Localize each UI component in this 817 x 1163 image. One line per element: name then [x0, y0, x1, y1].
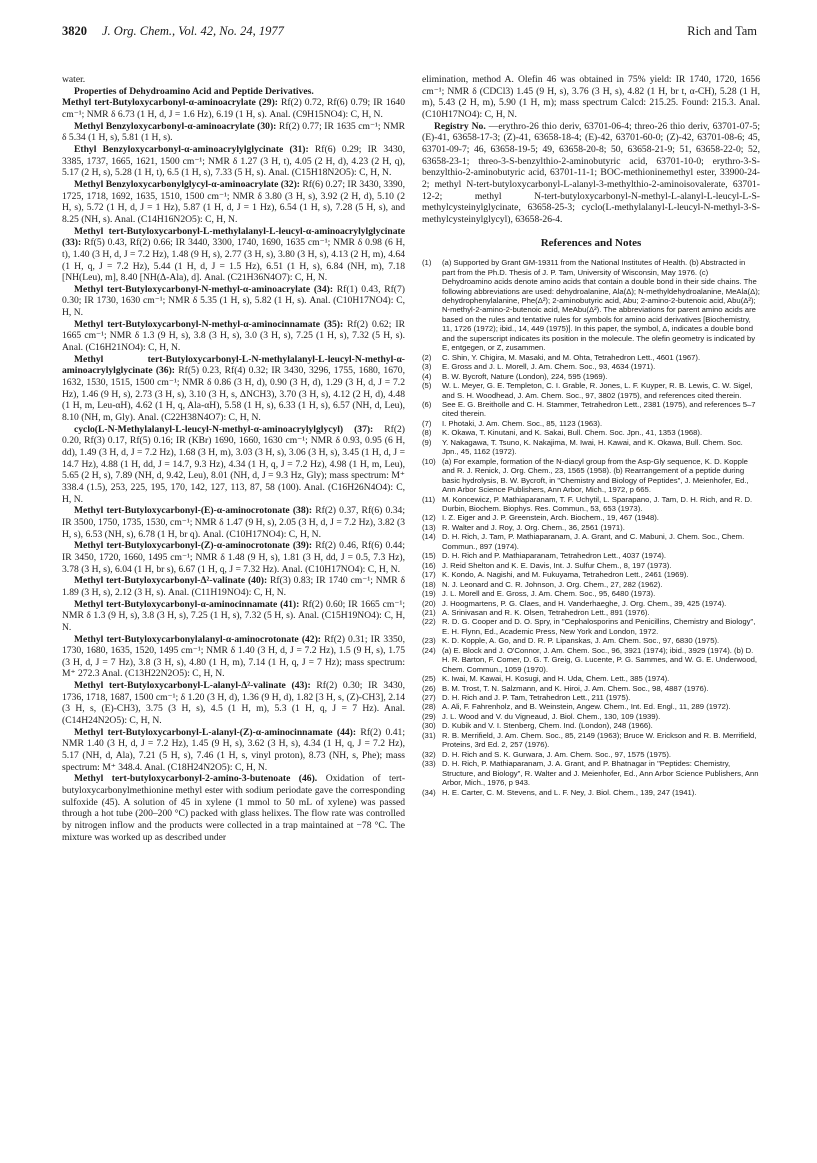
- reference-text: R. D. G. Cooper and D. O. Spry, in "Cephalosporins and Penicillins, Chemistry and Biology", E. H. Flynn, Ed., Academic Press, New York and London, 1972.: [442, 617, 756, 636]
- paragraph-text: Rf(3) 0.83; IR 1740 cm⁻¹; NMR δ 1.89 (3 H, s), 2.12 (3 H, s). Anal. (C11H19NO4): C, H, N.: [62, 575, 405, 598]
- compound-title: Methyl tert-Butyloxycarbonyl-L-alanyl-(Z)-α-aminocinnamate (44):: [74, 726, 357, 738]
- reference-number: (34): [422, 787, 436, 797]
- reference-text: D. H. Rich, P. Mathiaparanam, J. A. Grant, and P. Bhatnagar in "Peptides: Chemistry, Structure, and Biology", R. Walter and J. Meienhofer, Ed., Ann Arbor Science Publishers, Ann Arbor, Mich., 1976, p 943.: [442, 759, 759, 788]
- reference-text: Y. Nakagawa, T. Tsuno, K. Nakajima, M. Iwai, H. Kawai, and K. Okawa, Bull. Chem. Soc. Jpn., 45, 1162 (1972).: [442, 437, 743, 457]
- paragraph-text: Rf(2) 0.46, Rf(6) 0.44; IR 3450, 1720, 1660, 1495 cm⁻¹; NMR δ 1.48 (9 H, s), 1.81 (3 H, dd, J = 0.5, 7.3 Hz), 3.78 (3 H, s), 6.04 (1 H, br s), 6.67 (1 H, q, J = 7.32 Hz). Anal. (C10H17NO4): C, H, N.: [62, 540, 405, 575]
- reference-text: C. Shin, Y. Chigira, M. Masaki, and M. Ohta, Tetrahedron Lett., 4601 (1967).: [442, 352, 701, 362]
- reference-number: (21): [422, 607, 436, 617]
- reference-item: [422, 258, 760, 353]
- compound-title: Methyl tert-Butyloxycarbonylalanyl-α-aminocrotonate (42):: [74, 633, 321, 645]
- paragraph: [62, 575, 405, 598]
- paragraph-text: Oxidation of tert-butyloxycarbonylmethionine methyl ester with sodium periodate gave the corresponding sulfoxide (45). A solution of 45 in xylene (1 mmol to 50 mL of xylene) was passed through a hot tube (200–200 °C) packed with glass helixes. The flow rate was controlled by nitrogen inflow and the products were collected in a trap maintained at −78 °C. The mixture was worked up as described under: [62, 773, 406, 843]
- reference-text: B. M. Trost, T. N. Salzmann, and K. Hiroi, J. Am. Chem. Soc., 98, 4887 (1976).: [442, 683, 709, 693]
- reference-item: [422, 580, 760, 589]
- paragraph: [62, 319, 405, 354]
- reference-item: [422, 617, 760, 636]
- paragraph: [62, 354, 405, 424]
- compound-title: Methyl tert-Butyloxycarbonyl-(E)-α-aminocrotonate (38):: [74, 505, 313, 517]
- reference-item: [422, 419, 760, 428]
- paragraph-text: Rf(6) 0.29; IR 3430, 3385, 1737, 1665, 1621, 1500 cm⁻¹; NMR δ 1.27 (3 H, t), 4.05 (2 H, d), 4.23 (2 H, q), 5.17 (2 H, s), 5.28 (1 H, t), 6.5 (1 H, s), 7.33 (5 H, s). Anal. (C15H18N2O5): C, H, N.: [62, 143, 405, 179]
- reference-item: [422, 646, 760, 674]
- paragraph-text: elimination, method A. Olefin 46 was obtained in 75% yield: IR 1740, 1720, 1656 cm⁻¹; NMR δ (CDCl3) 1.45 (9 H, s), 3.76 (3 H, s), 4.82 (1 H, br t, α-CH), 5.28 (1 H, m), 5.43 (2 H, m), 5.90 (1 H, m); mass spectrum Calcd: 215.25. Found: 215.3. Anal. (C10H17NO4): C, H, N.: [422, 74, 760, 120]
- journal-citation: J. Org. Chem., Vol. 42, No. 24, 1977: [102, 24, 284, 38]
- reference-item: [422, 684, 760, 693]
- paragraph: [422, 74, 760, 121]
- paragraph: [62, 540, 405, 575]
- paragraph: [62, 680, 405, 727]
- compound-title: Ethyl Benzyloxycarbonyl-α-aminoacrylylglycinate (31):: [74, 143, 309, 155]
- reference-item: [422, 513, 760, 522]
- paragraph-text: Rf(2) 0.72, Rf(6) 0.79; IR 1640 cm⁻¹; NMR δ 6.73 (1 H, d, J = 1.6 Hz), 6.19 (1 H, s). Anal. (C9H15NO4): C, H, N.: [62, 97, 406, 120]
- compound-title: Methyl tert-Butyloxycarbonyl-L-N-methylalanyl-L-leucyl-N-methyl-α-aminoacrylylglycinate (36):: [62, 353, 405, 377]
- paragraph-text: Rf(2) 0.77; IR 1635 cm⁻¹; NMR δ 5.34 (1 H, s), 5.81 (1 H, s).: [62, 120, 405, 144]
- reference-text: (a) Supported by Grant GM-19311 from the National Institutes of Health. (b) Abstracted in part from the Ph.D. Thesis of J. P. Tam, University of Wisconsin, May 1976. (c) Dehydroamino acids denote amino acids that contain a double bond in their side chains. The following abbreviations are used: dehydroalanine, Ala(Δ); N-methyldehydroalanine, MeAla(Δ); dehydrophenylalanine, Phe(Δ²); 2-aminobutyric acid, Abu; 2-amino-2-butenoic acid, Abu(Δ²); N-methyl-2-amino-2-butenoic acid, MeAbu(Δ²). The abbreviations for parent amino acids are based on the rules and tentative rules for symbols for amino acid derivatives [Biochemistry, 11, 1726 (1972); ibid., 14, 449 (1975)]. In this paper, the symbol, Δ, indicates a double bond and the superscript indicates its position in the molecule. The olefin geometry is indicated by E, entgegen, or Z, zusammen.: [442, 258, 760, 353]
- reference-item: [422, 731, 760, 750]
- reference-number: (2): [422, 352, 432, 362]
- reference-text: R. B. Merrifield, J. Am. Chem. Soc., 85, 2149 (1963); Bruce W. Erickson and R. B. Merrifield, Proteins, 3rd Ed. 2, 257 (1976).: [442, 730, 757, 750]
- reference-text: A. Ali, F. Fahrenholz, and B. Weinstein, Angew. Chem., Int. Ed. Engl., 11, 289 (1972).: [442, 702, 731, 712]
- paragraph: [62, 179, 405, 226]
- reference-item: [422, 495, 760, 514]
- compound-title: Methyl Benzyloxycarbonyl-α-aminoacrylate (30):: [74, 120, 277, 132]
- page-number: 3820: [62, 24, 87, 38]
- compound-title: Methyl tert-Butyloxycarbonyl-Δ²-valinate (40):: [74, 575, 268, 587]
- paragraph: [62, 727, 405, 774]
- reference-number: (15): [422, 551, 436, 561]
- reference-number: (25): [422, 674, 436, 684]
- reference-text: B. W. Bycroft, Nature (London), 224, 595 (1969).: [442, 371, 608, 381]
- reference-item: [422, 457, 760, 495]
- references-heading: References and Notes: [540, 236, 642, 249]
- paragraph: [62, 505, 405, 540]
- reference-number: (8): [422, 428, 432, 438]
- right-paragraphs: [422, 74, 760, 226]
- paragraph-text: Rf(5) 0.23, Rf(4) 0.32; IR 3430, 3296, 1755, 1680, 1670, 1632, 1530, 1515, 1500 cm⁻¹; NMR δ 0.86 (3 H, d), 0.90 (3 H, d), 1.29 (3 H, d, J = 7.2 Hz), 1.46 (9 H, s), 2.73 (3 H, s), 3.10 (3 H, s, ΔNCH3), 3.70 (3 H, s), 4.12 (2 H, d), 4.48 (1 H, m, Leu-αH), 4.62 (1 H, q, Ala-αH), 5.58 (1 H, s), 6.33 (1 H, s), 6.57 (NH, d, Leu), 8.10 (NH, m, Gly). Anal. (C22H38N4O7): C, H, N.: [62, 365, 405, 424]
- reference-item: [422, 551, 760, 560]
- paragraph-text: Rf(2) 0.41; NMR 1.40 (3 H, d, J = 7.2 Hz), 1.45 (9 H, s), 3.62 (3 H, s), 4.34 (1 H, q, J = 7.2 Hz), 5.17 (NH, d, Ala), 7.21 (5 H, s), 7.46 (1 H, s, vinyl proton), 8.73 (NH, s, Phe); mass spectrum: M⁺ 348.4. Anal. (C18H24N2O5): C, H, N.: [62, 726, 405, 773]
- running-authors: Rich and Tam: [687, 24, 757, 38]
- reference-text: K. Iwai, M. Kawai, H. Kosugi, and H. Uda, Chem. Lett., 385 (1974).: [442, 674, 670, 684]
- compound-title: Properties of Dehydroamino Acid and Peptide Derivatives.: [74, 85, 314, 97]
- reference-text: J. L. Wood and V. du Vigneaud, J. Biol. Chem., 130, 109 (1939).: [442, 711, 661, 721]
- reference-text: I. Photaki, J. Am. Chem. Soc., 85, 1123 (1963).: [442, 418, 603, 428]
- reference-text: K. Okawa, T. Kinutani, and K. Sakai, Bull. Chem. Soc. Jpn., 41, 1353 (1968).: [442, 428, 703, 438]
- paragraph: [62, 424, 405, 506]
- reference-number: (27): [422, 693, 436, 703]
- reference-number: (13): [422, 522, 436, 532]
- compound-title: Registry No.: [434, 120, 486, 132]
- reference-number: (18): [422, 579, 436, 589]
- reference-item: [422, 570, 760, 579]
- reference-text: K. D. Kopple, A. Go, and D. R. P. Lipanskas, J. Am. Chem. Soc., 97, 6830 (1975).: [442, 636, 720, 646]
- reference-number: (12): [422, 513, 436, 523]
- reference-item: [422, 372, 760, 381]
- paragraph-text: Rf(5) 0.43, Rf(2) 0.66; IR 3440, 3300, 1740, 1690, 1635 cm⁻¹; NMR δ 0.98 (6 H, t), 1.40 (3 H, d, J = 7.2 Hz), 1.48 (9 H, s), 2.77 (3 H, s), 3.80 (3 H, s), 4.13 (2 H, m), 4.64 (1 H, q, J = 7.2 Hz), 5.44 (1 H, d, J = 1.5 Hz), 6.51 (1 H, s), 6.84 (NH, m), 7.18 [NH(Leu), m], 8.40 [NH(Δ-Ala), d]. Anal. (C21H36N4O7): C, H, N.: [62, 237, 405, 284]
- paragraph-text: Rf(2) 0.30; IR 3430, 1736, 1718, 1687, 1500 cm⁻¹; δ 1.20 (3 H, d), 1.36 (9 H, d), 1.82 [3 H, s, (Z)-CH3], 2.14 (3 H, s, (E)-CH3), 3.75 (3 H, s), 4.5 (1 H, m), 5.3 (1 H, q, J = 7 Hz). Anal. (C14H24N2O5): C, H, N.: [62, 680, 405, 727]
- reference-item: [422, 693, 760, 702]
- reference-number: (5): [422, 381, 432, 391]
- reference-item: [422, 353, 760, 362]
- paragraph: [62, 634, 405, 681]
- compound-title: Methyl tert-Butyloxycarbonyl-L-alanyl-Δ²-valinate (43):: [74, 680, 311, 692]
- reference-number: (6): [422, 399, 432, 409]
- reference-number: (14): [422, 532, 436, 542]
- reference-text: (a) For example, formation of the N-diacyl group from the Asp-Gly sequence, K. D. Kopple and R. J. Renick, J. Org. Chem., 23, 1565 (1958). (b) Rearrangement of a peptide during basic hydrolysis, B. W. Bycroft, in "Chemistry and Biology of Peptides", J. Meienhofer, Ed., Ann Arbor Science Publishers, Ann Arbor, Mich., 1972, p 665.: [442, 456, 749, 495]
- reference-number: (26): [422, 683, 436, 693]
- reference-item: [422, 381, 760, 400]
- compound-title: Methyl tert-Butyloxycarbonyl-(Z)-α-aminocrotonate (39):: [74, 540, 313, 552]
- reference-text: D. H. Rich and J. P. Tam, Tetrahedron Lett., 211 (1975).: [442, 693, 631, 703]
- paragraph-text: Rf(2) 0.60; IR 1665 cm⁻¹; NMR δ 1.3 (9 H, s), 3.8 (3 H, s), 7.25 (1 H, s), 7.32 (5 H, s). Anal. (C15H19NO4): C, H, N.: [62, 598, 405, 633]
- compound-title: Methyl tert-Butyloxycarbonyl-α-aminocinnamate (41):: [74, 598, 300, 610]
- reference-item: [422, 589, 760, 598]
- reference-number: (33): [422, 759, 436, 769]
- reference-text: A. Srinivasan and R. K. Olsen, Tetrahedron Lett., 891 (1976).: [442, 607, 650, 617]
- compound-title: Methyl tert-Butyloxycarbonyl-N-methyl-α-aminoacrylate (34):: [74, 283, 334, 295]
- compound-title: Methyl tert-butyloxycarbonyl-2-amino-3-butenoate (46).: [74, 773, 318, 785]
- reference-text: M. Koncewicz, P. Mathiaparanam, T. F. Uchytil, L. Sparapano, J. Tam, D. H. Rich, and R. D. Durbin, Biochem. Biophys. Res. Commun., 53, 653 (1973).: [442, 494, 753, 513]
- reference-number: (11): [422, 494, 436, 504]
- reference-number: (20): [422, 598, 436, 608]
- reference-number: (28): [422, 702, 436, 712]
- reference-item: [422, 438, 760, 457]
- reference-item: [422, 532, 760, 551]
- paragraph: [62, 284, 405, 319]
- reference-number: (30): [422, 721, 436, 731]
- reference-text: D. H. Rich and S. K. Gurwara, J. Am. Chem. Soc., 97, 1575 (1975).: [442, 749, 672, 759]
- reference-item: [422, 561, 760, 570]
- reference-number: (1): [422, 258, 432, 268]
- paragraph: [62, 226, 405, 284]
- reference-item: [422, 362, 760, 371]
- reference-number: (7): [422, 418, 432, 428]
- paragraph: [62, 97, 405, 120]
- reference-text: J. Reid Shelton and K. E. Davis, Int. J. Sulfur Chem., 8, 197 (1973).: [442, 560, 672, 570]
- reference-number: (10): [422, 456, 436, 466]
- paragraph-text: Rf(6) 0.27; IR 3430, 3390, 1725, 1718, 1692, 1635, 1510, 1500 cm⁻¹; NMR δ 3.80 (3 H, s), 3.92 (2 H, d), 5.10 (2 H, s), 5.72 (1 H, d, J = 1 Hz), 5.87 (1 H, d, J = 1 Hz), 6.54 (1 H, s), 7.28 (5 H, s), and 8.25 (NH, s). Anal. (C14H16N2O5): C, H, N.: [62, 178, 405, 225]
- reference-number: (22): [422, 617, 436, 627]
- reference-number: (4): [422, 371, 432, 381]
- paragraph: [62, 74, 405, 86]
- reference-item: [422, 750, 760, 759]
- paragraph-text: water.: [62, 74, 86, 85]
- reference-text: W. L. Meyer, G. E. Templeton, C. I. Grable, R. Jones, L. F. Kuyper, R. B. Lewis, C. W. Sigel, and S. H. Woodhead, J. Am. Chem. Soc., 97, 3802 (1975), and references cited therein.: [442, 381, 753, 400]
- reference-number: (29): [422, 711, 436, 721]
- paragraph: [62, 773, 405, 843]
- reference-item: [422, 759, 760, 787]
- compound-title: cyclo(L-N-Methylalanyl-L-leucyl-N-methyl-α-aminoacrylylglycyl) (37):: [74, 423, 374, 435]
- reference-item: [422, 788, 760, 797]
- paragraph: [422, 121, 760, 226]
- reference-item: [422, 636, 760, 645]
- paragraph: [62, 86, 405, 98]
- reference-text: R. Walter and J. Roy, J. Org. Chem., 36, 2561 (1971).: [442, 522, 625, 532]
- reference-text: D. Kubik and V. I. Stenberg, Chem. Ind. (London), 248 (1966).: [442, 721, 653, 731]
- reference-number: (17): [422, 570, 436, 580]
- reference-item: [422, 721, 760, 730]
- paragraph-text: —erythro-26 thio deriv, 63701-06-4; threo-26 thio deriv, 63701-07-5; (E)-41, 63658-17-3; (Z)-41, 63658-18-4; (E)-42, 63701-60-0; (Z)-42, 63701-08-6; 45, 63701-09-7; 46, 63658-19-5; 49, 63658-20-8; 50, 63658-21-9; 51, 63658-22-0; 52, 63658-23-1; threo-3-S-benzylthio-2-aminobutyric acid, 63701-10-0; erythro-3-S-benzylthio-2-aminobutyric acid, 63701-11-1; BOC-methioninemethyl ester, 33900-24-2; methyl N-tert-butyloxycarbonyl-L-alanyl-3-methylthio-2-aminoisovalerate, 63701-12-2; methyl N-tert-butyloxycarbonyl-N-methyl-L-alanyl-L-leucyl-L-S-methylcysteinylglycinate, 63658-25-3; cyclo(L-methylalanyl-L-leucyl-N-methyl-3-S-methylcysteinylglycyl), 63658-26-4.: [422, 120, 761, 225]
- reference-number: (19): [422, 589, 436, 599]
- reference-text: K. Kondo, A. Nagishi, and M. Fukuyama, Tetrahedron Lett., 2461 (1969).: [442, 570, 689, 580]
- reference-item: [422, 400, 760, 419]
- reference-text: N. J. Leonard and C. R. Johnson, J. Org. Chem., 27, 282 (1962).: [442, 579, 663, 589]
- reference-item: [422, 674, 760, 683]
- reference-number: (3): [422, 362, 432, 372]
- reference-text: D. H. Rich, J. Tam, P. Mathiaparanam, J. A. Grant, and C. Mabuni, J. Chem. Soc., Chem. Commun., 897 (1974).: [442, 532, 745, 551]
- reference-text: H. E. Carter, C. M. Stevens, and L. F. Ney, J. Biol. Chem., 139, 247 (1941).: [442, 787, 697, 797]
- reference-item: [422, 608, 760, 617]
- paragraph: [62, 599, 405, 634]
- page-header: [62, 24, 757, 40]
- reference-item: [422, 428, 760, 437]
- reference-item: [422, 599, 760, 608]
- reference-number: (24): [422, 645, 436, 655]
- reference-number: (31): [422, 730, 436, 740]
- reference-text: D. H. Rich and P. Mathiaparanam, Tetrahedron Lett., 4037 (1974).: [442, 551, 667, 561]
- reference-item: [422, 523, 760, 532]
- reference-text: I. Z. Eiger and J. P. Greenstein, Arch. Biochem., 19, 467 (1948).: [442, 513, 659, 523]
- reference-number: (9): [422, 437, 432, 447]
- paragraph-text: Rf(2) 0.37, Rf(6) 0.34; IR 3500, 1750, 1735, 1530, cm⁻¹; NMR δ 1.47 (9 H, s), 2.05 (3 H, d, J = 7.2 Hz), 3.82 (3 H, s), 6.53 (NH, s), 6.78 (1 H, br q). Anal. (C10H17NO4): C, H, N.: [62, 505, 405, 540]
- references-list: [422, 258, 760, 797]
- paragraph: [62, 121, 405, 144]
- reference-text: E. Gross and J. L. Morell, J. Am. Chem. Soc., 93, 4634 (1971).: [442, 362, 656, 372]
- compound-title: Methyl tert-Butyloxycarbonyl-L-methylalanyl-L-leucyl-α-aminoacrylylglycinate (33):: [62, 225, 405, 249]
- reference-text: (a) E. Block and J. O'Connor, J. Am. Chem. Soc., 96, 3921 (1974); ibid., 3929 (1974). (b) D. H. R. Barton, F. Comer, D. G. T. Greig, G. Lucente, P. G. Sammes, and W. G. E. Underwood, Chem. Commun., 1059 (1970).: [442, 645, 758, 674]
- left-column: [62, 74, 405, 843]
- reference-text: J. L. Morell and E. Gross, J. Am. Chem. Soc., 95, 6480 (1973).: [442, 589, 656, 599]
- reference-item: [422, 702, 760, 711]
- paragraph-text: Rf(2) 0.62; IR 1665 cm⁻¹; NMR δ 1.3 (9 H, s), 3.8 (3 H, s), 3.0 (3 H, s), 7.25 (1 H, s), 7.32 (5 H, s). Anal. (C16H21NO4): C, H, N.: [62, 318, 405, 354]
- reference-text: See E. G. Breitholle and C. H. Stammer, Tetrahedron Lett., 2381 (1975), and references 5–7 cited therein.: [442, 399, 756, 419]
- compound-title: Methyl tert-Butyloxycarbonyl-N-methyl-α-aminocinnamate (35):: [74, 318, 344, 330]
- right-column: [422, 74, 760, 797]
- paragraph-text: Rf(2) 0.20, Rf(3) 0.17, Rf(5) 0.16; IR (KBr) 1690, 1660, 1630 cm⁻¹; NMR δ 0.93, 0.95 (6 H, dd), 1.49 (3 H, d, J = 7.2 Hz), 1.68 (3 H, m), 3.03 (3 H, s), 3.06 (3 H, s), 3.45 (1 H, d, J = 14.7 Hz), 4.88 (1 H, dd, J = 14.7, 9.3 Hz), 4.34 (1 H, q, J = 7.2 Hz), 4.98 (1 H, m, Leu), 5.65 (2 H, s), 7.89 (NH, d, 9.42, Leu), 8.01 (NH, d, J = 9.3 Hz, Gly); mass spectrum: M⁺ 338.4 (1.5), 253, 225, 195, 170, 142, 127, 113, 87, 58 (100). Anal. (C16H26N4O4): C, H, N.: [62, 423, 405, 505]
- paragraph: [62, 144, 405, 179]
- reference-item: [422, 712, 760, 721]
- paragraph-text: Rf(2) 0.31; IR 3350, 1730, 1680, 1635, 1520, 1495 cm⁻¹; NMR δ 1.40 (3 H, d, J = 7.2 Hz), 1.5 (9 H, s), 1.75 (3 H, d, J = 7 Hz), 3.8 (3 H, s), 4.80 (1 H, m), 7.14 (1 H, q, J = 7 Hz); mass spectrum: M⁺ 272.3 Anal. (C13H22N2O5): C, H, N.: [62, 633, 405, 680]
- reference-text: J. Hoogmartens, P. G. Claes, and H. Vanderhaeghe, J. Org. Chem., 39, 425 (1974).: [442, 598, 727, 608]
- reference-number: (23): [422, 636, 436, 646]
- compound-title: Methyl Benzyloxycarbonylglycyl-α-aminoacrylate (32):: [74, 178, 300, 190]
- compound-title: Methyl tert-Butyloxycarbonyl-α-aminoacrylate (29):: [62, 97, 278, 109]
- reference-number: (32): [422, 749, 436, 759]
- paragraph-text: Rf(1) 0.43, Rf(7) 0.30; IR 1730, 1630 cm⁻¹; NMR δ 5.35 (1 H, s), 5.82 (1 H, s). Anal. (C10H17NO4): C, H, N.: [62, 283, 405, 319]
- reference-number: (16): [422, 560, 436, 570]
